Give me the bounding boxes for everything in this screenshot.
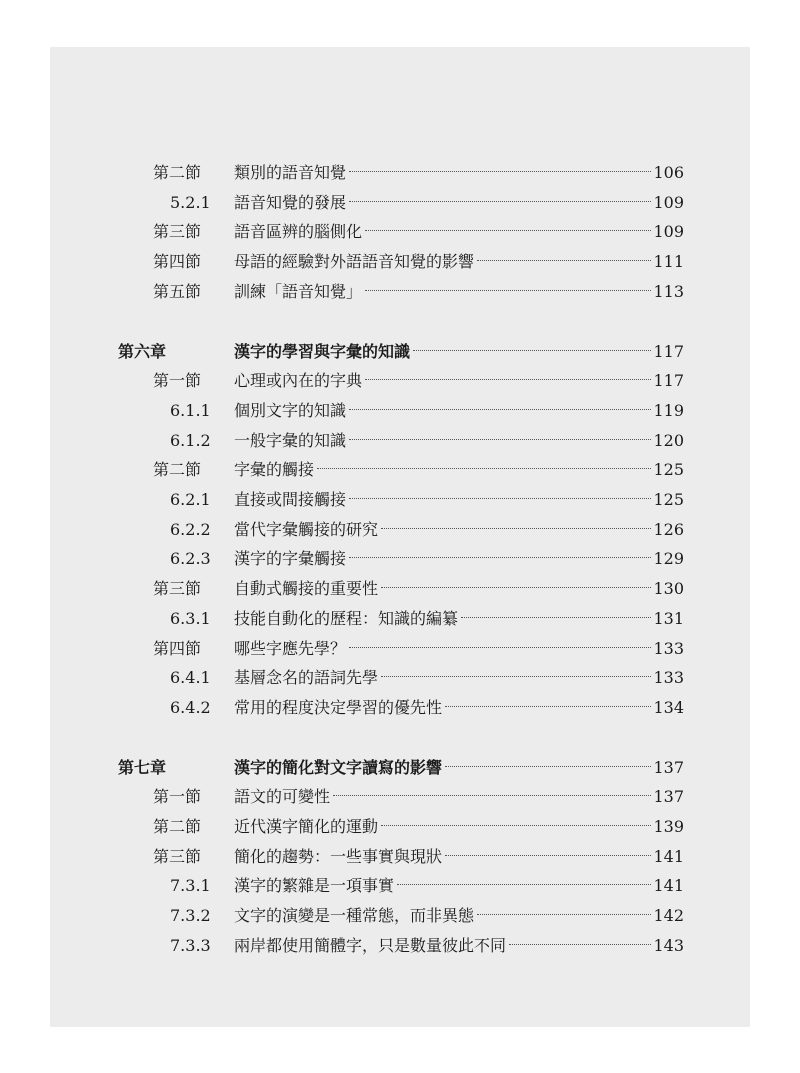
toc-row[interactable] [50,577,750,601]
toc-entry-title: 當代字彙觸接的研究 [234,519,379,539]
toc-entry [234,874,684,898]
dot-leader [349,171,651,172]
book-page [50,47,750,1027]
toc-entry-title: 母語的經驗對外語語音知覺的影響 [234,252,475,272]
dot-leader [349,409,651,410]
toc-chapter-row[interactable] [50,340,750,364]
toc-entry [234,785,684,809]
toc-page-number: 126 [653,519,684,539]
dot-leader [365,230,651,231]
toc-page-number: 142 [653,906,684,926]
toc-entry [234,577,684,601]
toc-entry [234,637,684,661]
toc-page-number: 125 [653,460,684,480]
toc-row[interactable] [50,607,750,631]
dot-leader [333,795,651,796]
toc-entry [234,250,684,274]
toc-entry-number: 6.2.1 [170,490,211,509]
toc-entry [234,340,684,364]
toc-entry-title: 技能自動化的歷程：知識的編纂 [234,608,459,628]
toc-entry-title: 自動式觸接的重要性 [234,579,379,599]
toc-page-number: 125 [653,490,684,509]
toc-entry [234,904,684,928]
toc-entry-number: 6.2.2 [170,519,211,539]
dot-leader [381,528,651,529]
toc-page-number: 117 [653,341,684,361]
toc-entry-number: 第二節 [153,817,202,836]
toc-row[interactable] [50,518,750,542]
toc-page-number: 129 [653,549,684,569]
toc-entry-number: 第四節 [153,638,202,658]
dot-leader [365,290,651,291]
toc-page-number: 143 [653,935,684,955]
toc-row[interactable] [50,220,750,244]
toc-entry-number: 第三節 [153,846,202,866]
dot-leader [445,766,651,767]
toc-page-number: 137 [653,757,684,777]
toc-entry-number: 第六章 [118,341,167,361]
toc-page-number: 137 [653,787,684,807]
dot-leader [349,439,651,440]
toc-entry [234,161,684,185]
toc-entry [234,845,684,869]
dot-leader [317,468,651,469]
toc-entry-title: 漢字的繁雜是一項事實 [234,876,395,896]
toc-entry-number: 7.3.2 [170,906,211,926]
toc-page-number: 141 [653,846,684,866]
toc-entry-title: 漢字的簡化對文字讀寫的影響 [234,757,443,777]
toc-entry-title: 語音區辨的腦側化 [234,222,363,242]
toc-page-number: 111 [653,252,684,272]
toc-page-number: 119 [653,400,684,420]
toc-entry-number: 6.1.2 [170,430,211,450]
toc-entry [234,518,684,542]
dot-leader [349,201,651,202]
toc-row[interactable] [50,904,750,928]
dot-leader [349,647,651,648]
toc-page-number: 120 [653,430,684,450]
toc-entry-number: 第二節 [153,460,202,480]
toc-entry-title: 直接或間接觸接 [234,490,347,509]
toc-entry-title: 訓練「語音知覺」 [234,281,363,301]
toc-entry-number: 6.1.1 [170,400,211,420]
toc-page-number: 133 [653,638,684,658]
toc-row[interactable] [50,934,750,958]
toc-entry [234,191,684,215]
toc-entry-title: 心理或內在的字典 [234,371,363,391]
toc-row[interactable] [50,161,750,185]
toc-entry [234,696,684,720]
dot-leader [477,914,651,915]
toc-entry [234,369,684,393]
toc-entry-number: 7.3.3 [170,935,211,955]
toc-page-number: 109 [653,222,684,242]
toc-entry-number: 5.2.1 [170,192,211,212]
toc-entry [234,934,684,958]
toc-entry [234,756,684,780]
toc-entry-number: 第一節 [153,371,202,391]
toc-entry-title: 兩岸都使用簡體字，只是數量彼此不同 [234,935,507,955]
dot-leader [413,350,651,351]
toc-row[interactable] [50,785,750,809]
toc-page-number: 139 [653,817,684,836]
toc-row[interactable] [50,666,750,690]
toc-entry-number: 6.2.3 [170,549,211,569]
toc-entry [234,488,684,512]
toc-entry [234,220,684,244]
toc-row[interactable] [50,637,750,661]
toc-entry [234,547,684,571]
toc-row[interactable] [50,488,750,512]
toc-entry-title: 字彙的觸接 [234,460,315,480]
toc-row[interactable] [50,458,750,482]
toc-page-number: 131 [653,608,684,628]
toc-entry [234,429,684,453]
toc-entry-number: 7.3.1 [170,876,211,896]
dot-leader [381,676,651,677]
toc-entry-title: 近代漢字簡化的運動 [234,817,379,836]
toc-entry-title: 語文的可變性 [234,787,331,807]
toc-page-number: 141 [653,876,684,896]
toc-entry-title: 類別的語音知覺 [234,163,347,182]
toc-row[interactable] [50,547,750,571]
toc-row[interactable] [50,250,750,274]
toc-entry-number: 第三節 [153,579,202,599]
toc-row[interactable] [50,815,750,839]
toc-row[interactable] [50,696,750,720]
toc-row[interactable] [50,369,750,393]
dot-leader [445,706,651,707]
toc-entry-title: 簡化的趨勢：一些事實與現狀 [234,846,443,866]
toc-row[interactable] [50,191,750,215]
toc-page-number: 109 [653,192,684,212]
toc-entry-number: 6.4.1 [170,668,211,688]
toc-row[interactable] [50,280,750,304]
toc-page-number: 130 [653,579,684,599]
dot-leader [397,884,651,885]
toc-entry [234,280,684,304]
dot-leader [365,379,651,380]
toc-row[interactable] [50,399,750,423]
toc-page-number: 133 [653,668,684,688]
toc-page-number: 117 [653,371,684,391]
dot-leader [381,587,651,588]
toc-entry-title: 哪些字應先學？ [234,638,347,658]
toc-row[interactable] [50,845,750,869]
toc-entry-title: 漢字的字彙觸接 [234,549,347,569]
toc-page-number: 113 [653,281,684,301]
toc-entry [234,399,684,423]
toc-entry-number: 第二節 [153,163,202,182]
dot-leader [461,617,651,618]
toc-entry-title: 文字的演變是一種常態，而非異態 [234,906,475,926]
toc-page-number: 106 [653,163,684,182]
toc-chapter-row[interactable] [50,756,750,780]
toc-entry [234,607,684,631]
dot-leader [509,944,651,945]
toc-entry-title: 一般字彙的知識 [234,430,347,450]
dot-leader [349,557,651,558]
dot-leader [477,260,651,261]
dot-leader [445,855,651,856]
toc-page-number: 134 [653,697,684,717]
dot-leader [349,498,651,499]
toc-entry-number: 第四節 [153,252,202,272]
toc-entry-title: 基層念名的語詞先學 [234,668,379,688]
toc-entry-number: 6.4.2 [170,697,211,717]
toc-row[interactable] [50,429,750,453]
toc-row[interactable] [50,874,750,898]
toc-entry [234,458,684,482]
toc-entry-title: 漢字的學習與字彙的知識 [234,341,411,361]
toc-entry [234,815,684,839]
toc-entry-number: 第七章 [118,757,167,777]
toc-entry-number: 第五節 [153,281,202,301]
toc-entry-title: 常用的程度決定學習的優先性 [234,697,443,717]
toc-entry-number: 第一節 [153,787,202,807]
toc-entry-title: 個別文字的知識 [234,400,347,420]
toc-entry-number: 6.3.1 [170,608,211,628]
dot-leader [381,825,651,826]
toc-entry [234,666,684,690]
toc-entry-title: 語音知覺的發展 [234,192,347,212]
toc-entry-number: 第三節 [153,222,202,242]
